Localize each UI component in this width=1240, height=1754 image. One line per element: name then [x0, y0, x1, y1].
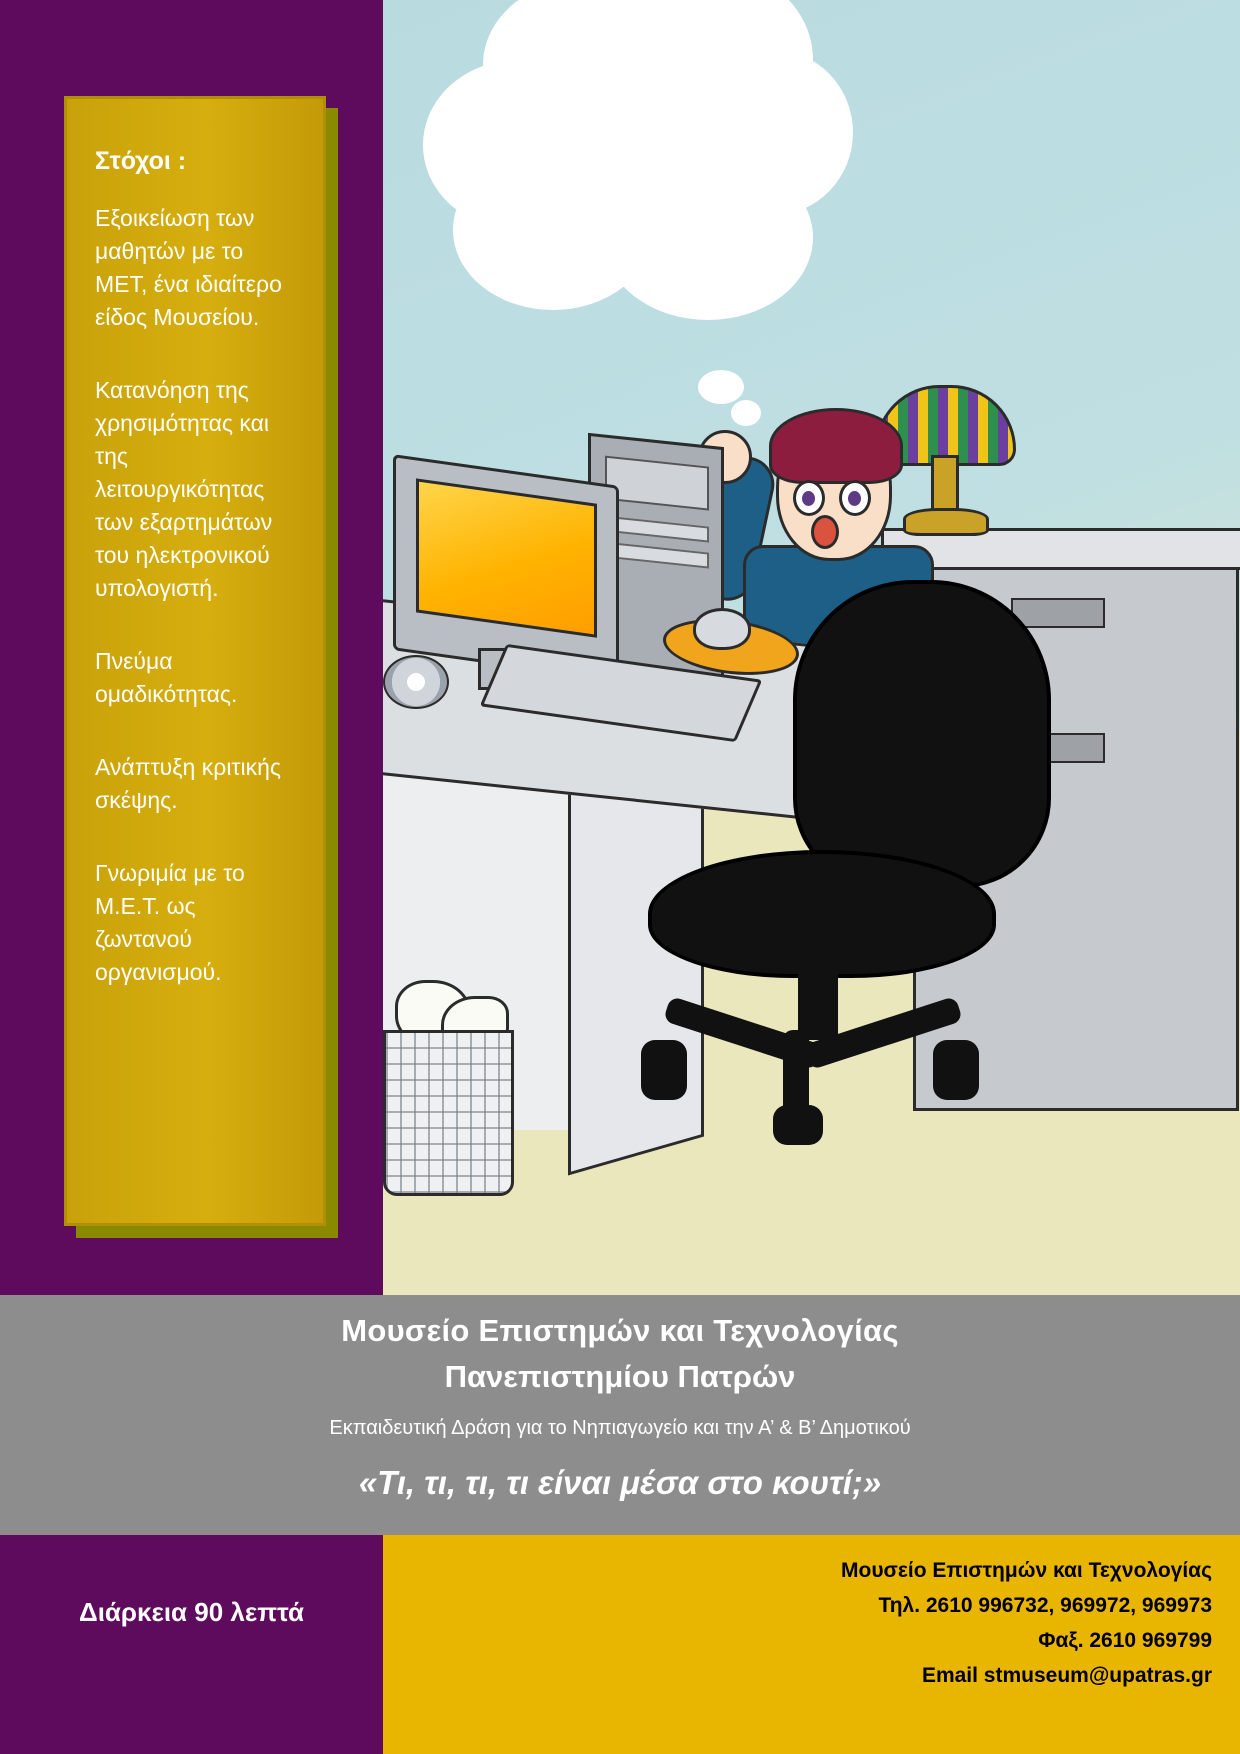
chair-wheel-2 — [933, 1040, 979, 1100]
goals-item: Γνωριμία με το Μ.Ε.Τ. ως ζωντανού οργανισμού. — [95, 860, 245, 985]
museum-title-line1: Μουσείο Επιστημών και Τεχνολογίας — [341, 1313, 899, 1348]
program-subtitle: Εκπαιδευτική Δράση για το Νηπιαγωγείο και την Α’ & Β’ Δημοτικού — [329, 1417, 911, 1439]
tower-slot-1 — [605, 516, 709, 543]
duration-text: Διάρκεια 90 λεπτά — [79, 1597, 304, 1627]
thought-bubble-text: Τι, τι, τι, τι είναι μέσα στο κουτί ; — [446, 105, 810, 196]
goals-card — [64, 96, 326, 1226]
chair-wheel-1 — [641, 1040, 687, 1100]
footer-purple-panel — [0, 1535, 383, 1754]
waste-bin — [383, 1030, 514, 1196]
boy-left-eye — [793, 480, 825, 516]
contact-block — [512, 1553, 1212, 1693]
contact-name: Μουσείο Επιστημών και Τεχνολογίας — [841, 1559, 1212, 1582]
footer-area — [0, 1535, 1240, 1754]
desk-leg — [568, 751, 704, 1176]
museum-title-line2: Πανεπιστημίου Πατρών — [444, 1359, 796, 1394]
contact-email: Email stmuseum@upatras.gr — [921, 1664, 1212, 1687]
goals-item: Εξοικείωση των μαθητών με το ΜΕΤ, ένα ιδιαίτερο είδος Μουσείου. — [95, 205, 282, 330]
goals-item: Ανάπτυξη κριτικής σκέψης. — [95, 754, 281, 813]
program-quote-title: «Τι, τι, τι, τι είναι μέσα στο κουτί;» — [358, 1464, 882, 1501]
tower-panel — [605, 456, 709, 511]
chair-wheel-3 — [773, 1105, 823, 1145]
thought-bubble-dot-1 — [698, 370, 744, 404]
boy-mouth — [811, 515, 839, 549]
cabinet-handle-1 — [1011, 598, 1105, 628]
goals-item: Κατανόηση της χρησιμότητας και της λειτουργικότητας των εξαρτημάτων του ηλεκτρονικού υπολογιστή. — [95, 377, 273, 601]
monitor-screen — [416, 478, 597, 637]
thought-bubble — [393, 0, 853, 370]
goals-item: Πνεύμα ομαδικότητας. — [95, 648, 238, 707]
tower-slot-2 — [605, 542, 709, 569]
boy-right-eye — [839, 480, 871, 516]
title-band — [0, 1295, 1240, 1535]
lamp-base — [903, 508, 989, 536]
cd-disc — [383, 655, 449, 709]
goals-title: Στόχοι : — [95, 147, 187, 175]
computer-mouse — [693, 608, 751, 650]
contact-fax: Φαξ. 2610 969799 — [1038, 1629, 1212, 1652]
chair-backrest — [793, 580, 1051, 888]
chair-pole — [798, 950, 838, 1040]
thought-bubble-dot-2 — [731, 400, 761, 426]
boy-hair — [769, 408, 903, 484]
classroom-scene — [383, 0, 1240, 1295]
contact-phone: Τηλ. 2610 996732, 969972, 969973 — [878, 1594, 1212, 1617]
